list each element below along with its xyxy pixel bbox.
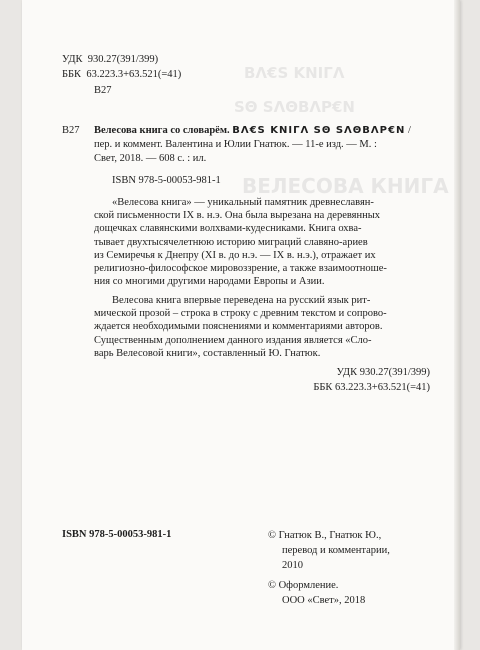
p2-line: мической прозой – строка в строку с древним текстом и сопрово- (94, 308, 387, 320)
p2-line: ждается необходимыми пояснениями и комментариями авторов. (94, 321, 383, 333)
p1-line: религиозно-философское мировоззрение, а также взаимоотноше- (94, 263, 387, 275)
copyright-line: ООО «Свет», 2018 (282, 595, 366, 606)
show-through-runes-1: ΒΛ€Ѕ ΚΝΙΓΛ (244, 64, 345, 82)
p1-line: ния со многими другими народами Европы и Азии. (94, 276, 325, 288)
bib-mark: В27 (62, 125, 80, 136)
udk-value: 930.27(391/399) (87, 54, 159, 65)
bib-line-3: Свет, 2018. — 608 с. : ил. (94, 153, 207, 164)
bib-line-2: пер. и коммент. Валентина и Юлии Гнатюк. — 11-е изд. — М. : (94, 139, 377, 150)
copyright-authors (268, 528, 390, 573)
bib-title: Велесова книга со словарём. (94, 125, 230, 136)
bib-title-slash: / (407, 125, 411, 136)
annotation-paragraph-2 (94, 294, 430, 360)
copyright-line: © Оформление. (268, 580, 339, 591)
p1-line: дощечках славянскими волхвами-кудесниками. Книга охва- (94, 223, 362, 235)
bbk-label: ББК (62, 69, 82, 80)
p2-line: Существенным дополнением данного издания является «Сло- (94, 334, 372, 346)
copyright-line: © Гнатюк В., Гнатюк Ю., (268, 530, 382, 541)
bbk-line (62, 68, 181, 81)
show-through-title: ВЕЛЕСОВА КНИГА (242, 174, 449, 198)
p2-line: варь Велесовой книги», составленный Ю. Гнатюк. (94, 347, 321, 359)
copyright-line: 2010 (282, 560, 303, 571)
footer-bbk: ББК 63.223.3+63.521(=41) (313, 382, 430, 393)
p1-line: «Велесова книга» — уникальный памятник древнеславян- (112, 197, 374, 208)
p2-line: Велесова книга впервые переведена на русский язык рит- (112, 295, 371, 306)
p1-line: ской письменности IX в. н.э. Она была вырезана на деревянных (94, 210, 381, 222)
copyright-line: перевод и комментарии, (282, 545, 390, 556)
footer-udk: УДК 930.27(391/399) (336, 367, 430, 378)
isbn-top: ISBN 978-5-00053-981-1 (112, 175, 221, 186)
copyright-design (268, 578, 365, 608)
p1-line: из Семиречья к Днепру (XI в. до н.э. — IX в. н.э.), отражает их (94, 249, 376, 261)
udk-line (62, 53, 158, 66)
annotation-paragraph-1 (94, 196, 430, 288)
bbk-value: 63.223.3+63.521(=41) (86, 69, 182, 80)
p1-line: тывает двухтысячелетнюю историю миграций славяно-ариев (94, 236, 368, 248)
isbn-bottom: ISBN 978-5-00053-981-1 (62, 529, 172, 540)
bib-title-line (94, 124, 411, 137)
bib-title-runic: ВΛ€Ѕ ΚΝΙΓΛ ЅΘ ЅΛΘΒΛΡ€Ν (232, 125, 406, 136)
show-through-runes-2: ЅΘ ЅΛΘΒΛΡ€Ν (234, 98, 355, 116)
author-mark: В27 (94, 85, 112, 96)
udk-label: УДК (62, 54, 83, 65)
book-page (22, 0, 460, 650)
page-edge-shadow (454, 0, 460, 650)
